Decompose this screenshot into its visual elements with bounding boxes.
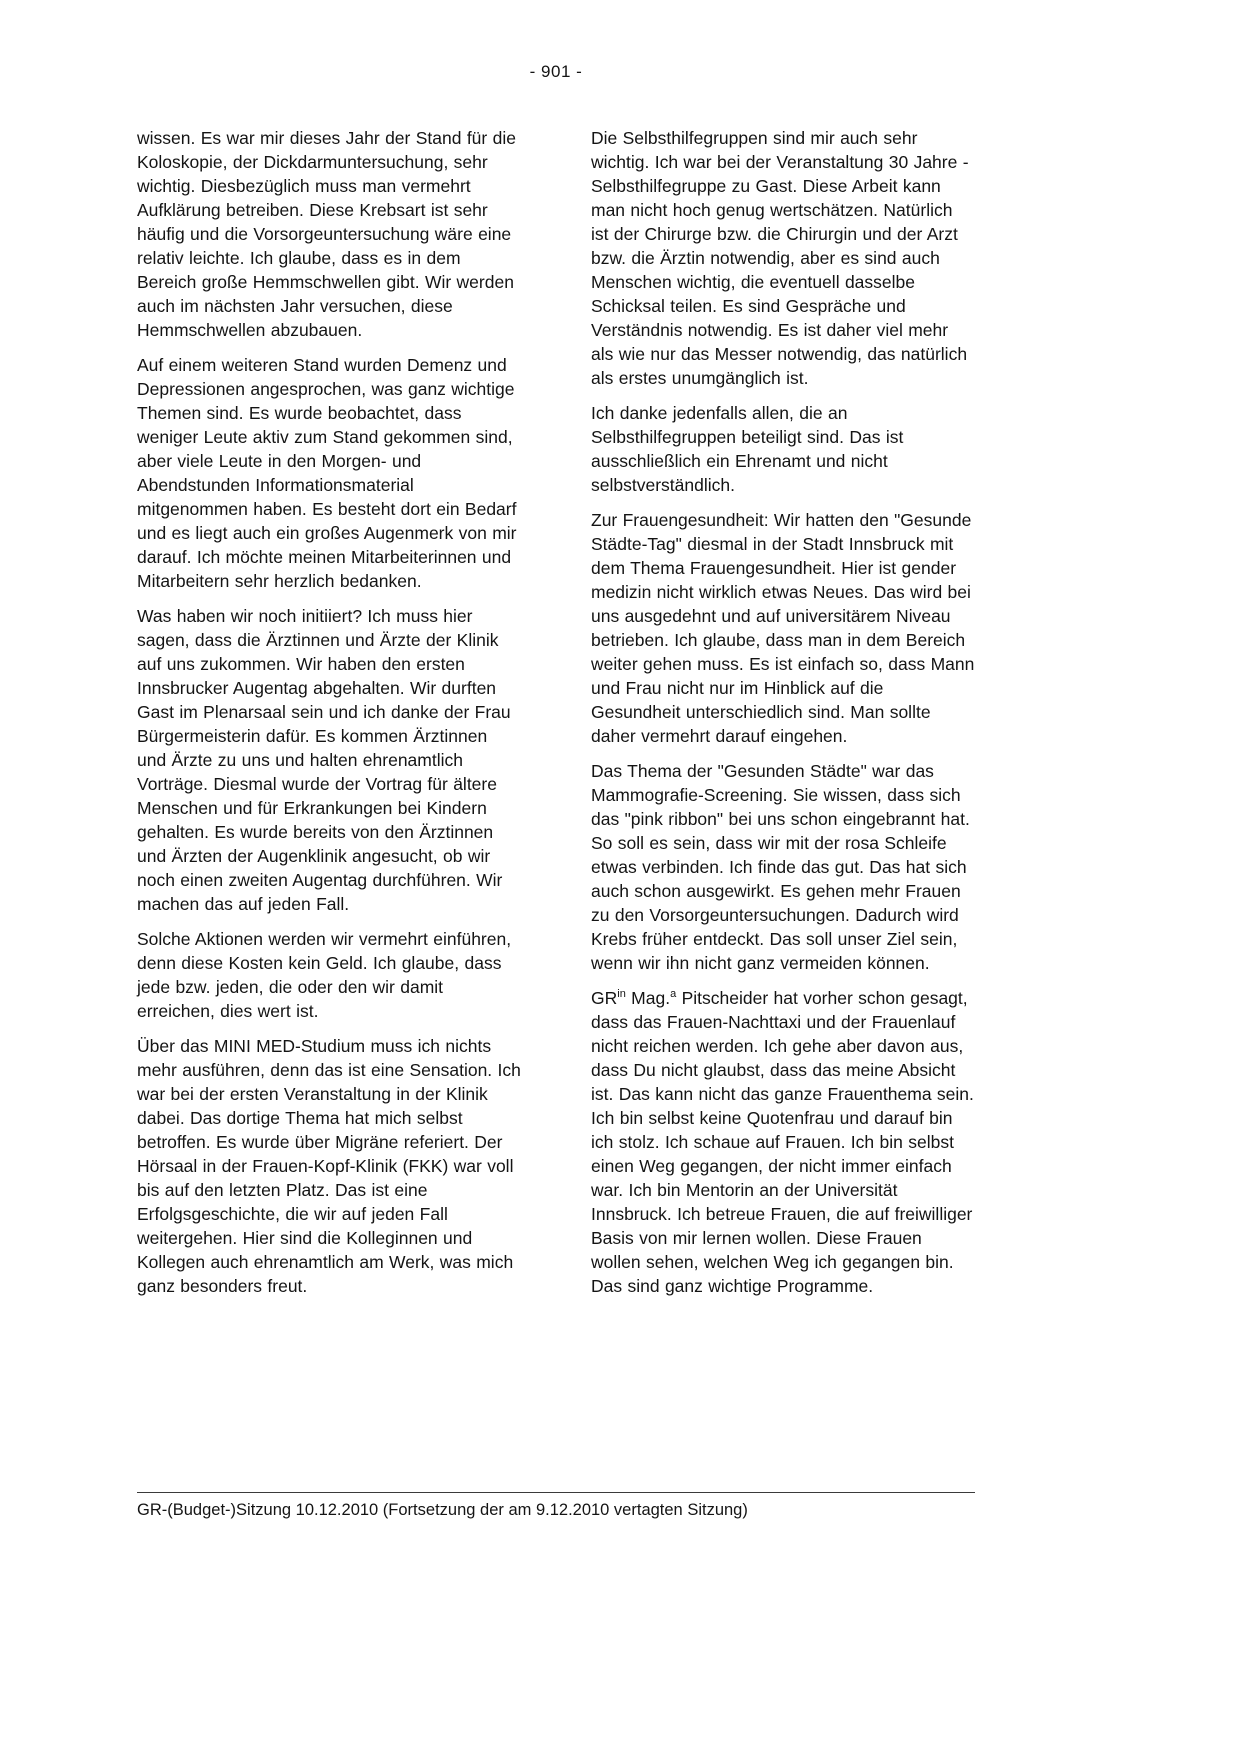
paragraph: Zur Frauengesundheit: Wir hatten den "Gesunde Städte-Tag" diesmal in der Stadt Innsbruck mit dem Thema Frauengesundheit. Hier ist gender medizin nicht wirklich etwas Neues. Das wird bei uns ausgedehnt und auf universitärem Niveau betrieben. Ich glaube, dass man in dem Bereich weiter gehen muss. Es ist einfach so, dass Mann und Frau nicht nur im Hinblick auf die Gesundheit unterschiedlich sind. Man sollte daher vermehrt darauf eingehen. <box>591 510 975 746</box>
gr-paragraph-text: Pitscheider hat vorher schon gesagt, dass das Frauen-Nachttaxi und der Frauenlauf nicht reichen werden. Ich gehe aber davon aus, dass Du nicht glaubst, dass das meine Absicht ist. Das kann nicht das ganze Frauenthema sein. Ich bin selbst keine Quotenfrau und darauf bin ich stolz. Ich schaue auf Frauen. Ich bin selbst einen Weg gegangen, der nicht immer einfach war. Ich bin Mentorin an der Universität Innsbruck. Ich betreue Frauen, die auf freiwilliger Basis von mir lernen wollen. Diese Frauen wollen sehen, welchen Weg ich gegangen bin. Das sind ganz wichtige Programme. <box>591 988 974 1296</box>
paragraph: wissen. Es war mir dieses Jahr der Stand für die Koloskopie, der Dickdarmuntersuchung, sehr wichtig. Diesbezüglich muss man vermehrt Aufklärung betreiben. Diese Krebsart ist sehr häufig und die Vorsorgeuntersuchung wäre eine relativ leichte. Ich glaube, dass es in dem Bereich große Hemmschwellen gibt. Wir werden auch im nächsten Jahr versuchen, diese Hemmschwellen abzubauen. <box>137 128 516 340</box>
paragraph: Ich danke jedenfalls allen, die an Selbsthilfegruppen beteiligt sind. Das ist ausschließlich ein Ehrenamt und nicht selbstverständlich. <box>591 403 904 495</box>
text-columns <box>137 126 975 1309</box>
paragraph <box>591 986 975 1298</box>
superscript-a: a <box>670 988 677 1001</box>
left-column <box>137 126 521 1309</box>
paragraph: Über das MINI MED-Studium muss ich nichts mehr ausführen, denn das ist eine Sensation. Ich war bei der ersten Veranstaltung in der Klinik dabei. Das dortige Thema hat mich selbst betroffen. Es wurde über Migräne referiert. Der Hörsaal in der Frauen-Kopf-Klinik (FKK) war voll bis auf den letzten Platz. Das ist eine Erfolgsgeschichte, die wir auf jeden Fall weitergehen. Hier sind die Kolleginnen und Kollegen auch ehrenamtlich am Werk, was mich ganz besonders freut. <box>137 1036 521 1296</box>
page-footer <box>137 1492 975 1521</box>
page-number: - 901 - <box>529 62 583 81</box>
right-column <box>591 126 975 1309</box>
footer-text: GR-(Budget-)Sitzung 10.12.2010 (Fortsetzung der am 9.12.2010 vertagten Sitzung) <box>137 1501 748 1519</box>
paragraph: Was haben wir noch initiiert? Ich muss hier sagen, dass die Ärztinnen und Ärzte der Klinik auf uns zukommen. Wir haben den ersten Innsbrucker Augentag abgehalten. Wir durften Gast im Plenarsaal sein und ich danke der Frau Bürgermeisterin dafür. Es kommen Ärztinnen und Ärzte zu uns und halten ehrenamtlich Vorträge. Diesmal wurde der Vortrag für ältere Menschen und für Erkrankungen bei Kindern gehalten. Es wurde bereits von den Ärztinnen und Ärzten der Augenklinik angesucht, ob wir noch einen zweiten Augentag durchführen. Wir machen das auf jeden Fall. <box>137 606 511 914</box>
superscript-in: in <box>617 988 626 1001</box>
paragraph: Das Thema der "Gesunden Städte" war das Mammografie-Screening. Sie wissen, dass sich das "pink ribbon" bei uns schon eingebrannt hat. So soll es sein, dass wir mit der rosa Schleife etwas verbinden. Ich finde das gut. Das hat sich auch schon ausgewirkt. Es gehen mehr Frauen zu den Vorsorgeuntersuchungen. Dadurch wird Krebs früher entdeckt. Das soll unser Ziel sein, wenn wir ihn nicht ganz vermeiden können. <box>591 761 970 973</box>
paragraph: Auf einem weiteren Stand wurden Demenz und Depressionen angesprochen, was ganz wichtige Themen sind. Es wurde beobachtet, dass weniger Leute aktiv zum Stand gekommen sind, aber viele Leute in den Morgen- und Abendstunden Informationsmaterial mitgenommen haben. Es besteht dort ein Bedarf und es liegt auch ein großes Augenmerk von mir darauf. Ich möchte meinen Mitarbeiterinnen und Mitarbeitern sehr herzlich bedanken. <box>137 355 517 591</box>
gr-abbreviation: GR <box>591 988 618 1008</box>
paragraph: Solche Aktionen werden wir vermehrt einführen, denn diese Kosten kein Geld. Ich glaube, dass jede bzw. jeden, die oder den wir damit erreichen, dies wert ist. <box>137 929 512 1021</box>
paragraph: Die Selbsthilfegruppen sind mir auch sehr wichtig. Ich war bei der Veranstaltung 30 Jahre - Selbsthilfegruppe zu Gast. Diese Arbeit kann man nicht hoch genug wertschätzen. Natürlich ist der Chirurge bzw. die Chirurgin und der Arzt bzw. die Ärztin notwendig, aber es sind auch Menschen wichtig, die eventuell dasselbe Schicksal teilen. Es sind Gespräche und Verständnis notwendig. Es ist daher viel mehr als wie nur das Messer notwendig, das natürlich als erstes unumgänglich ist. <box>591 128 969 388</box>
mag-abbreviation: Mag. <box>625 988 671 1008</box>
